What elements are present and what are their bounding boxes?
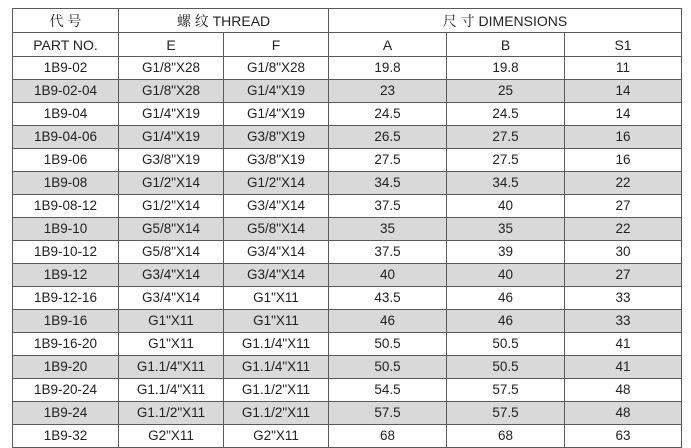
dimension-s1-cell: 48 (565, 402, 682, 425)
table-row (13, 57, 682, 80)
dimension-b-cell: 46 (447, 310, 565, 333)
dimension-b-cell: 46 (447, 287, 565, 310)
thread-e-cell: G3/4"X14 (119, 264, 224, 287)
thread-e-cell: G1/2"X14 (119, 172, 224, 195)
table-row (13, 195, 682, 218)
dimension-s1-cell: 27 (565, 264, 682, 287)
thread-e-cell: G1/8"X28 (119, 57, 224, 80)
thread-e-cell: G1.1/4"X11 (119, 356, 224, 379)
dimension-a-cell: 50.5 (329, 333, 447, 356)
thread-f-cell: G1.1/2"X11 (224, 379, 329, 402)
thread-e-cell: G2"X11 (119, 425, 224, 448)
part-number-cell: 1B9-06 (13, 149, 119, 172)
dimension-b-cell: 50.5 (447, 333, 565, 356)
thread-e-cell: G1.1/4"X11 (119, 379, 224, 402)
thread-f-cell: G3/4"X14 (224, 241, 329, 264)
table-row (13, 218, 682, 241)
dimension-a-cell: 23 (329, 80, 447, 103)
dimension-s1-cell: 48 (565, 379, 682, 402)
dimension-b-cell: 68 (447, 425, 565, 448)
dimension-b-cell: 35 (447, 218, 565, 241)
table-row (13, 103, 682, 126)
table-row (13, 333, 682, 356)
dimension-b-cell: 39 (447, 241, 565, 264)
part-number-cell: 1B9-08 (13, 172, 119, 195)
part-number-cell: 1B9-12-16 (13, 287, 119, 310)
dimension-b-cell: 34.5 (447, 172, 565, 195)
thread-f-cell: G1/8"X28 (224, 57, 329, 80)
part-number-cell: 1B9-10 (13, 218, 119, 241)
table-row (13, 126, 682, 149)
part-number-cell: 1B9-10-12 (13, 241, 119, 264)
thread-f-cell: G1.1/4"X11 (224, 356, 329, 379)
thread-group-header: 螺 纹 THREAD (119, 9, 329, 33)
thread-f-cell: G3/8"X19 (224, 126, 329, 149)
table-row (13, 310, 682, 333)
dimension-a-cell: 57.5 (329, 402, 447, 425)
dimension-b-cell: 40 (447, 264, 565, 287)
dimension-a-cell: 50.5 (329, 356, 447, 379)
part-number-cell: 1B9-16-20 (13, 333, 119, 356)
table-row (13, 287, 682, 310)
dimension-s1-cell: 14 (565, 80, 682, 103)
column-header-s1: S1 (565, 33, 682, 57)
table-body (13, 57, 682, 448)
dimension-a-cell: 68 (329, 425, 447, 448)
column-header-e: E (119, 33, 224, 57)
dimensions-table (12, 8, 682, 448)
dimensions-group-header: 尺 寸 DIMENSIONS (329, 9, 682, 33)
dimension-s1-cell: 63 (565, 425, 682, 448)
part-number-cell: 1B9-02 (13, 57, 119, 80)
thread-f-cell: G1/2"X14 (224, 172, 329, 195)
thread-e-cell: G1/4"X19 (119, 126, 224, 149)
part-number-header-en: PART NO. (13, 33, 119, 57)
thread-f-cell: G1/4"X19 (224, 80, 329, 103)
part-number-cell: 1B9-12 (13, 264, 119, 287)
thread-f-cell: G1.1/4"X11 (224, 333, 329, 356)
dimension-s1-cell: 33 (565, 287, 682, 310)
dimension-b-cell: 25 (447, 80, 565, 103)
dimension-s1-cell: 16 (565, 149, 682, 172)
dimension-a-cell: 46 (329, 310, 447, 333)
column-header-a: A (329, 33, 447, 57)
part-number-header-cn: 代 号 (13, 9, 119, 33)
dimension-b-cell: 27.5 (447, 149, 565, 172)
dimension-s1-cell: 11 (565, 57, 682, 80)
dimension-b-cell: 57.5 (447, 379, 565, 402)
dimension-a-cell: 19.8 (329, 57, 447, 80)
dimension-a-cell: 40 (329, 264, 447, 287)
dimension-a-cell: 34.5 (329, 172, 447, 195)
dimension-a-cell: 27.5 (329, 149, 447, 172)
dimension-a-cell: 24.5 (329, 103, 447, 126)
header-row-bottom (13, 33, 682, 57)
dimension-s1-cell: 16 (565, 126, 682, 149)
part-number-cell: 1B9-32 (13, 425, 119, 448)
thread-e-cell: G1"X11 (119, 333, 224, 356)
dimension-b-cell: 24.5 (447, 103, 565, 126)
part-number-cell: 1B9-08-12 (13, 195, 119, 218)
thread-e-cell: G5/8"X14 (119, 241, 224, 264)
column-header-f: F (224, 33, 329, 57)
part-number-cell: 1B9-16 (13, 310, 119, 333)
dimension-s1-cell: 22 (565, 218, 682, 241)
dimension-s1-cell: 33 (565, 310, 682, 333)
column-header-b: B (447, 33, 565, 57)
thread-f-cell: G1/4"X19 (224, 103, 329, 126)
thread-f-cell: G2"X11 (224, 425, 329, 448)
part-number-cell: 1B9-24 (13, 402, 119, 425)
part-number-cell: 1B9-04-06 (13, 126, 119, 149)
thread-e-cell: G3/4"X14 (119, 287, 224, 310)
thread-f-cell: G1.1/2"X11 (224, 402, 329, 425)
dimension-s1-cell: 14 (565, 103, 682, 126)
thread-e-cell: G3/8"X19 (119, 149, 224, 172)
dimension-s1-cell: 41 (565, 333, 682, 356)
thread-f-cell: G5/8"X14 (224, 218, 329, 241)
table-row (13, 241, 682, 264)
table-row (13, 425, 682, 448)
dimension-a-cell: 37.5 (329, 241, 447, 264)
table-row (13, 264, 682, 287)
thread-f-cell: G1"X11 (224, 310, 329, 333)
thread-e-cell: G1/4"X19 (119, 103, 224, 126)
thread-e-cell: G5/8"X14 (119, 218, 224, 241)
dimension-b-cell: 57.5 (447, 402, 565, 425)
dimension-s1-cell: 27 (565, 195, 682, 218)
table-row (13, 80, 682, 103)
table-row (13, 402, 682, 425)
dimension-s1-cell: 22 (565, 172, 682, 195)
dimension-b-cell: 50.5 (447, 356, 565, 379)
dimension-a-cell: 26.5 (329, 126, 447, 149)
thread-e-cell: G1/2"X14 (119, 195, 224, 218)
part-number-cell: 1B9-04 (13, 103, 119, 126)
thread-f-cell: G3/8"X19 (224, 149, 329, 172)
table-row (13, 149, 682, 172)
part-number-cell: 1B9-20-24 (13, 379, 119, 402)
table-row (13, 356, 682, 379)
dimension-a-cell: 43.5 (329, 287, 447, 310)
dimension-a-cell: 54.5 (329, 379, 447, 402)
thread-e-cell: G1.1/2"X11 (119, 402, 224, 425)
dimension-a-cell: 37.5 (329, 195, 447, 218)
dimension-a-cell: 35 (329, 218, 447, 241)
table-row (13, 379, 682, 402)
part-number-cell: 1B9-20 (13, 356, 119, 379)
dimension-b-cell: 40 (447, 195, 565, 218)
dimension-s1-cell: 30 (565, 241, 682, 264)
header-row-top (13, 9, 682, 33)
thread-f-cell: G3/4"X14 (224, 195, 329, 218)
dimension-s1-cell: 41 (565, 356, 682, 379)
thread-f-cell: G1"X11 (224, 287, 329, 310)
thread-e-cell: G1/8"X28 (119, 80, 224, 103)
thread-f-cell: G3/4"X14 (224, 264, 329, 287)
dimension-b-cell: 27.5 (447, 126, 565, 149)
thread-e-cell: G1"X11 (119, 310, 224, 333)
part-number-cell: 1B9-02-04 (13, 80, 119, 103)
dimension-b-cell: 19.8 (447, 57, 565, 80)
table-row (13, 172, 682, 195)
